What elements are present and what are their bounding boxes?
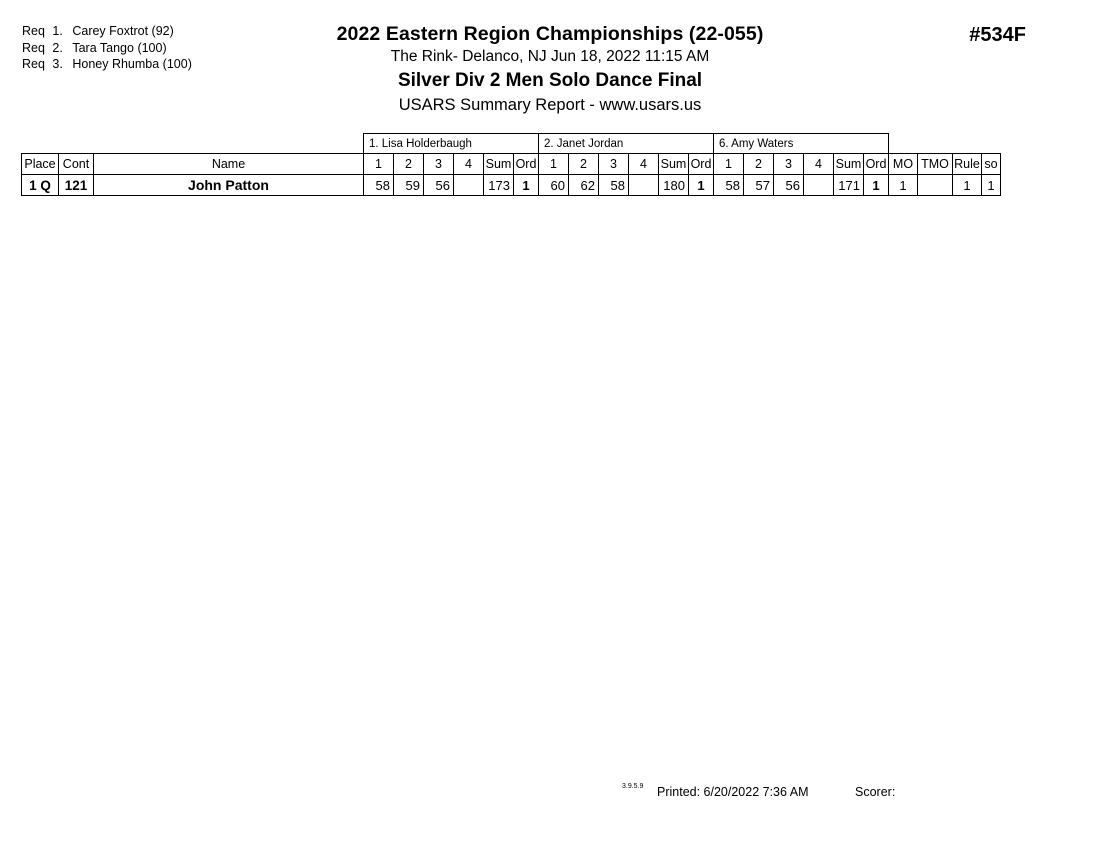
column-header-row	[22, 154, 1001, 175]
cell-j1-score-3: 56	[424, 175, 454, 196]
cell-j2-score-2: 62	[569, 175, 599, 196]
header-mo: MO	[889, 154, 918, 175]
cell-j3-score-2: 57	[744, 175, 774, 196]
judge-header-row	[22, 134, 1001, 154]
cell-j3-score-4	[804, 175, 834, 196]
cell-mo: 1	[889, 175, 918, 196]
header-j1-sum: Sum	[484, 154, 514, 175]
judge-row-spacer	[94, 134, 364, 154]
header-j2-score-3: 3	[599, 154, 629, 175]
header-j2-score-2: 2	[569, 154, 599, 175]
cell-j2-ord: 1	[689, 175, 714, 196]
header-j1-score-3: 3	[424, 154, 454, 175]
requirement-text: Carey Foxtrot (92)	[72, 24, 174, 38]
header-cont: Cont	[59, 154, 94, 175]
cell-j2-sum: 180	[659, 175, 689, 196]
cell-j1-ord: 1	[514, 175, 539, 196]
header-j1-score-1: 1	[364, 154, 394, 175]
cell-j1-score-2: 59	[394, 175, 424, 196]
judge-row-spacer	[59, 134, 94, 154]
judge-1-label: 1. Lisa Holderbaugh	[364, 134, 539, 154]
version-code: 3.9.5.9	[622, 783, 644, 790]
header-j3-score-3: 3	[774, 154, 804, 175]
cell-j2-score-4	[629, 175, 659, 196]
cell-place: 1 Q	[22, 175, 59, 196]
header-j1-score-2: 2	[394, 154, 424, 175]
requirement-number: 3.	[52, 57, 63, 71]
report-header	[0, 22, 1100, 117]
cell-j1-sum: 173	[484, 175, 514, 196]
venue-datetime: The Rink- Delanco, NJ Jun 18, 2022 11:15 AM	[390, 48, 710, 65]
requirement-label: Req	[22, 40, 45, 55]
requirement-number: 2.	[52, 40, 63, 55]
requirement-text: Tara Tango (100)	[72, 40, 167, 55]
judge-row-spacer	[982, 134, 1001, 154]
cell-cont: 121	[59, 175, 94, 196]
cell-j2-score-3: 58	[599, 175, 629, 196]
header-j2-score-4: 4	[629, 154, 659, 175]
header-j3-score-2: 2	[744, 154, 774, 175]
header-name: Name	[94, 154, 364, 175]
cell-name: John Patton	[94, 175, 364, 196]
printed-timestamp: Printed: 6/20/2022 7:36 AM	[657, 785, 809, 799]
competition-title: 2022 Eastern Region Championships (22-055)	[336, 23, 764, 45]
judge-3-label: 6. Amy Waters	[714, 134, 889, 154]
cell-j3-sum: 171	[834, 175, 864, 196]
header-place: Place	[22, 154, 59, 175]
scorer-label: Scorer:	[855, 785, 896, 799]
report-subtitle: USARS Summary Report - www.usars.us	[398, 96, 702, 114]
header-j1-score-4: 4	[454, 154, 484, 175]
event-number: #534F	[969, 24, 1026, 46]
cell-j2-score-1: 60	[539, 175, 569, 196]
header-so: so	[982, 154, 1001, 175]
requirement-number: 1.	[52, 24, 63, 38]
results-table-wrap	[21, 133, 1001, 196]
requirement-label: Req	[22, 24, 45, 38]
header-rule: Rule	[953, 154, 982, 175]
cell-rule: 1	[953, 175, 982, 196]
header-j2-sum: Sum	[659, 154, 689, 175]
judge-row-spacer	[953, 134, 982, 154]
cell-j3-ord: 1	[864, 175, 889, 196]
event-title: Silver Div 2 Men Solo Dance Final	[397, 70, 703, 91]
header-tmo: TMO	[918, 154, 953, 175]
requirement-label: Req	[22, 57, 45, 71]
header-j3-score-4: 4	[804, 154, 834, 175]
table-row	[22, 175, 1001, 196]
results-table	[21, 133, 1001, 196]
judge-row-spacer	[889, 134, 918, 154]
header-j3-sum: Sum	[834, 154, 864, 175]
judge-2-label: 2. Janet Jordan	[539, 134, 714, 154]
cell-so: 1	[982, 175, 1001, 196]
judge-row-spacer	[22, 134, 59, 154]
header-j2-ord: Ord	[689, 154, 714, 175]
cell-j1-score-1: 58	[364, 175, 394, 196]
cell-j3-score-3: 56	[774, 175, 804, 196]
cell-j3-score-1: 58	[714, 175, 744, 196]
judge-row-spacer	[918, 134, 953, 154]
header-j3-ord: Ord	[864, 154, 889, 175]
header-j1-ord: Ord	[514, 154, 539, 175]
requirement-text: Honey Rhumba (100)	[72, 57, 192, 71]
header-j3-score-1: 1	[714, 154, 744, 175]
cell-j1-score-4	[454, 175, 484, 196]
cell-tmo	[918, 175, 953, 196]
header-j2-score-1: 1	[539, 154, 569, 175]
